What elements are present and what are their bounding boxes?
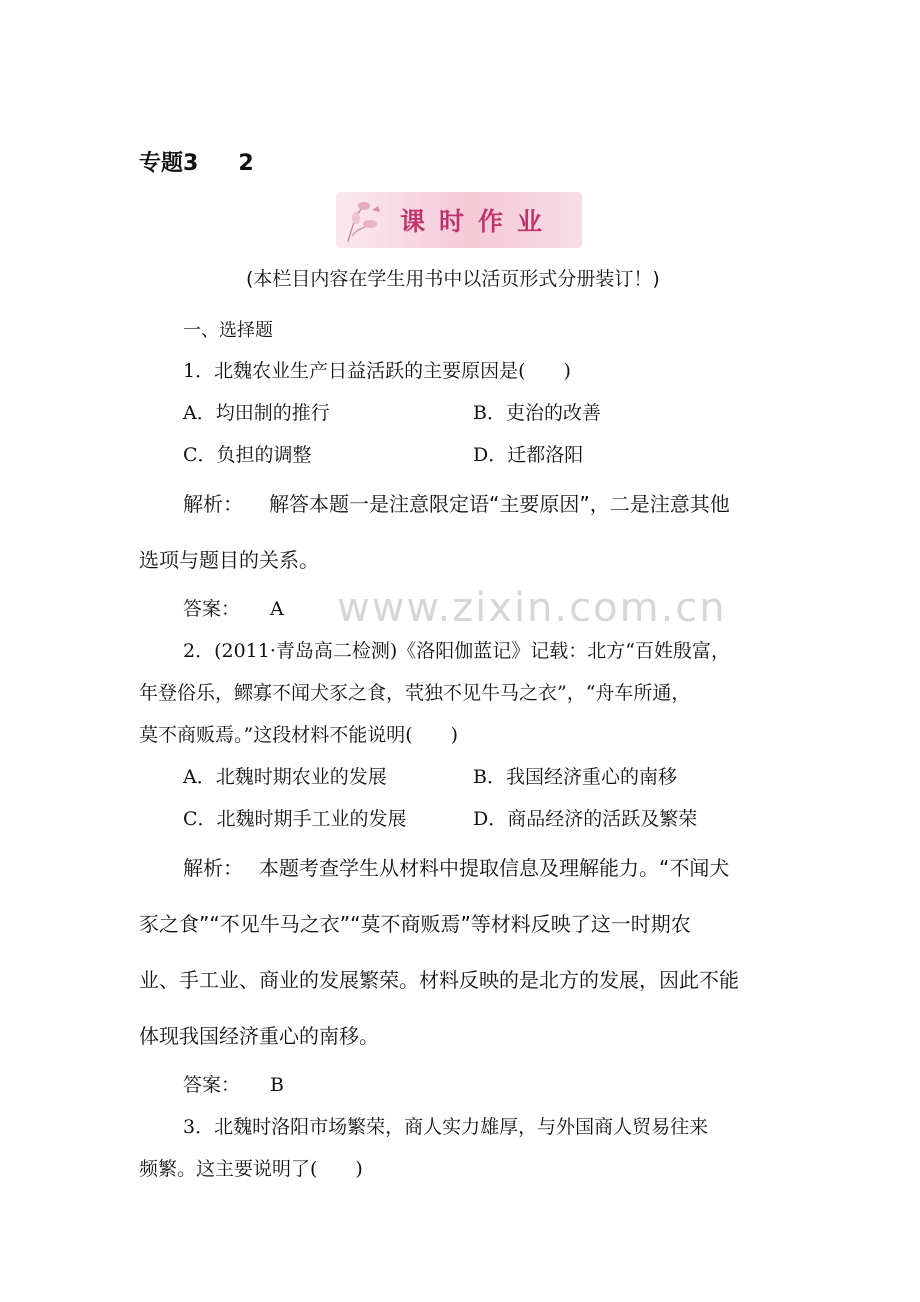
section-banner: [336, 192, 582, 248]
q2-analysis-line-4: 体现我国经济重心的南移。: [139, 1024, 379, 1048]
q2-answer-label: 答案：: [183, 1074, 241, 1096]
q2-stem-line-1: 2．(2011·青岛高二检测)《洛阳伽蓝记》记载：北方“百姓殷富，: [183, 640, 731, 662]
q2-analysis-line-2: 豕之食”“不见牛马之衣”“莫不商贩焉”等材料反映了这一时期农: [139, 912, 691, 936]
watermark: www.zixin.com.cn: [337, 585, 727, 631]
q1-option-b: B．吏治的改善: [473, 402, 601, 424]
q2-option-a: A．北魏时期农业的发展: [183, 766, 387, 788]
q2-stem-line-3: 莫不商贩焉。”这段材料不能说明( ): [139, 724, 459, 746]
q1-stem: 1．北魏农业生产日益活跃的主要原因是( ): [183, 360, 571, 382]
q2-analysis-line-3: 业、手工业、商业的发展繁荣。材料反映的是北方的发展，因此不能: [139, 968, 739, 992]
q3-stem-line-2: 频繁。这主要说明了( ): [139, 1158, 363, 1180]
q1-analysis-line-2: 选项与题目的关系。: [139, 548, 319, 572]
banner-label: 课时作业: [400, 207, 557, 236]
page-title: [139, 146, 254, 177]
q2-analysis-label: 解析：: [183, 856, 243, 880]
binding-note: (本栏目内容在学生用书中以活页形式分册装订！): [246, 268, 660, 290]
flower-decoration-icon: [342, 196, 386, 244]
q2-option-d: D．商品经济的活跃及繁荣: [473, 808, 698, 830]
q1-analysis-line-1: 解答本题一是注意限定语“主要原因”，二是注意其他: [269, 492, 730, 516]
q2-answer: B: [270, 1074, 284, 1096]
q1-answer-label: 答案：: [183, 598, 241, 620]
section-heading: 一、选择题: [183, 320, 273, 341]
q3-stem-line-1: 3．北魏时洛阳市场繁荣，商人实力雄厚，与外国商人贸易往来: [183, 1116, 709, 1138]
q2-option-b: B．我国经济重心的南移: [473, 766, 677, 788]
q1-option-a: A．均田制的推行: [183, 402, 330, 424]
q1-option-c: C．负担的调整: [183, 444, 312, 466]
title-number: 2: [238, 151, 254, 176]
q1-answer: A: [270, 598, 284, 620]
title-text: 专题3: [139, 151, 199, 176]
q1-option-d: D．迁都洛阳: [473, 444, 584, 466]
q2-stem-line-2: 年登俗乐，鳏寡不闻犬豕之食，茕独不见牛马之衣”，“舟车所通，: [139, 682, 691, 704]
q2-option-c: C．北魏时期手工业的发展: [183, 808, 407, 830]
q2-analysis-line-1: 本题考查学生从材料中提取信息及理解能力。“不闻犬: [259, 856, 730, 880]
q1-analysis-label: 解析：: [183, 492, 243, 516]
